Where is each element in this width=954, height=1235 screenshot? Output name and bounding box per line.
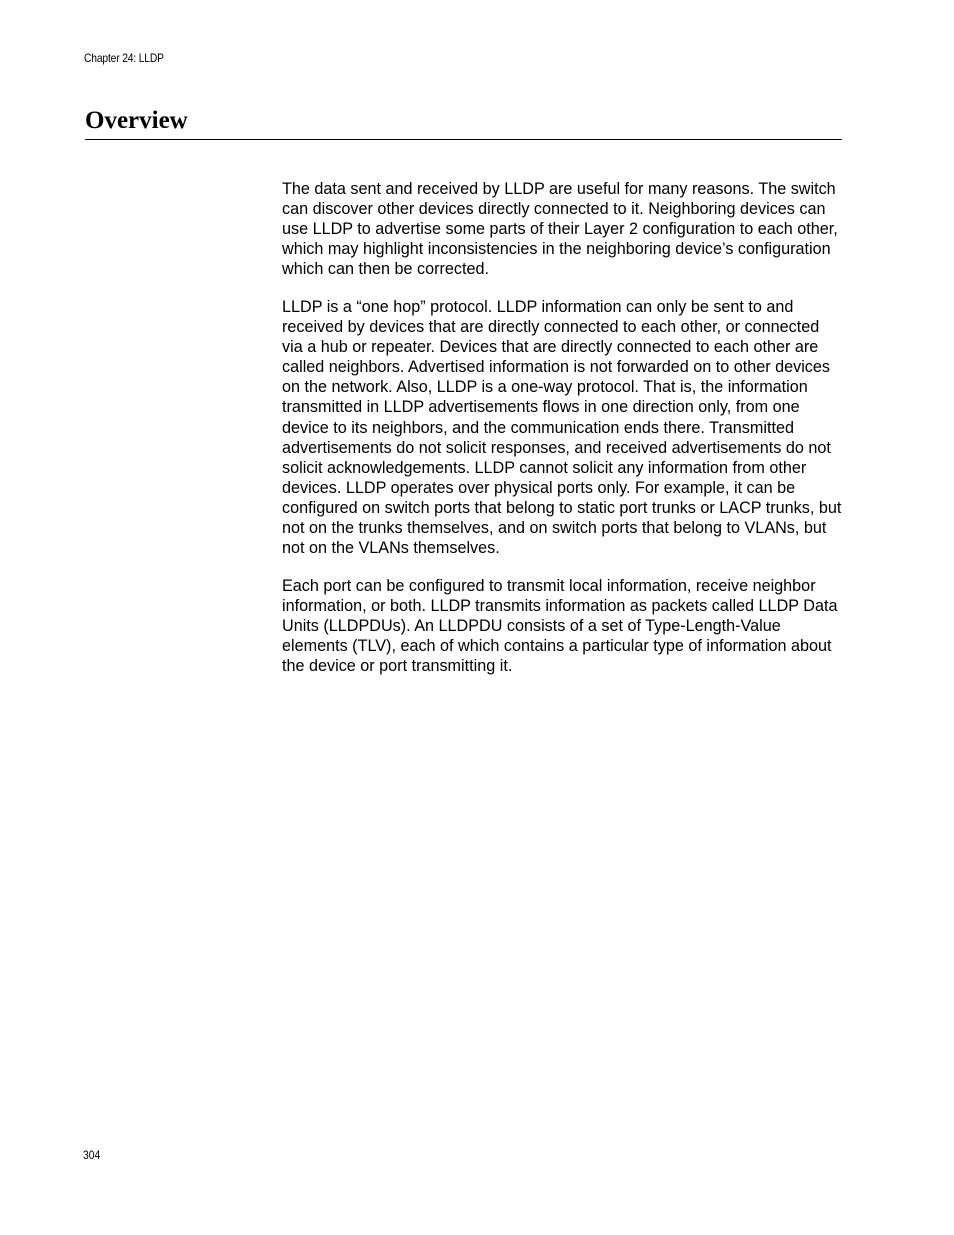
paragraph: Each port can be configured to transmit local information, receive neighbor information, or both. LLDP transmits information as packets called LLDP Data Units (LLDPDUs). An LLDPDU consists of a set of Type-Length-Value elements (TLV), each of which contains a particular type of information about the device or port transmitting it. [282,576,838,676]
running-header: Chapter 24: LLDP [84,51,164,65]
section-title: Overview [85,107,188,134]
paragraph: The data sent and received by LLDP are useful for many reasons. The switch can discover other devices directly connected to it. Neighboring devices can use LLDP to advertise some parts of their Layer 2 configuration to each other, which may highlight inconsistencies in the neighboring device’s configuration which can then be corrected. [282,180,838,279]
title-divider [85,139,842,140]
body-text [282,179,842,694]
paragraph: LLDP is a “one hop” protocol. LLDP information can only be sent to and received by devices that are directly connected to each other, or connected via a hub or repeater. Devices that are directly connected to each other are called neighbors. Advertised information is not forwarded on to other devices on the network. Also, LLDP is a one-way protocol. That is, the information transmitted in LLDP advertisements flows in one direction only, from one device to its neighbors, and the communication ends there. Transmitted advertisements do not solicit responses, and received advertisements do not solicit acknowledgements. LLDP cannot solicit any information from other devices. LLDP operates over physical ports only. For example, it can be configured on switch ports that belong to static port trunks or LACP trunks, but not on the trunks themselves, and on switch ports that belong to VLANs, but not on the VLANs themselves. [282,297,842,558]
page-number: 304 [83,1148,101,1162]
